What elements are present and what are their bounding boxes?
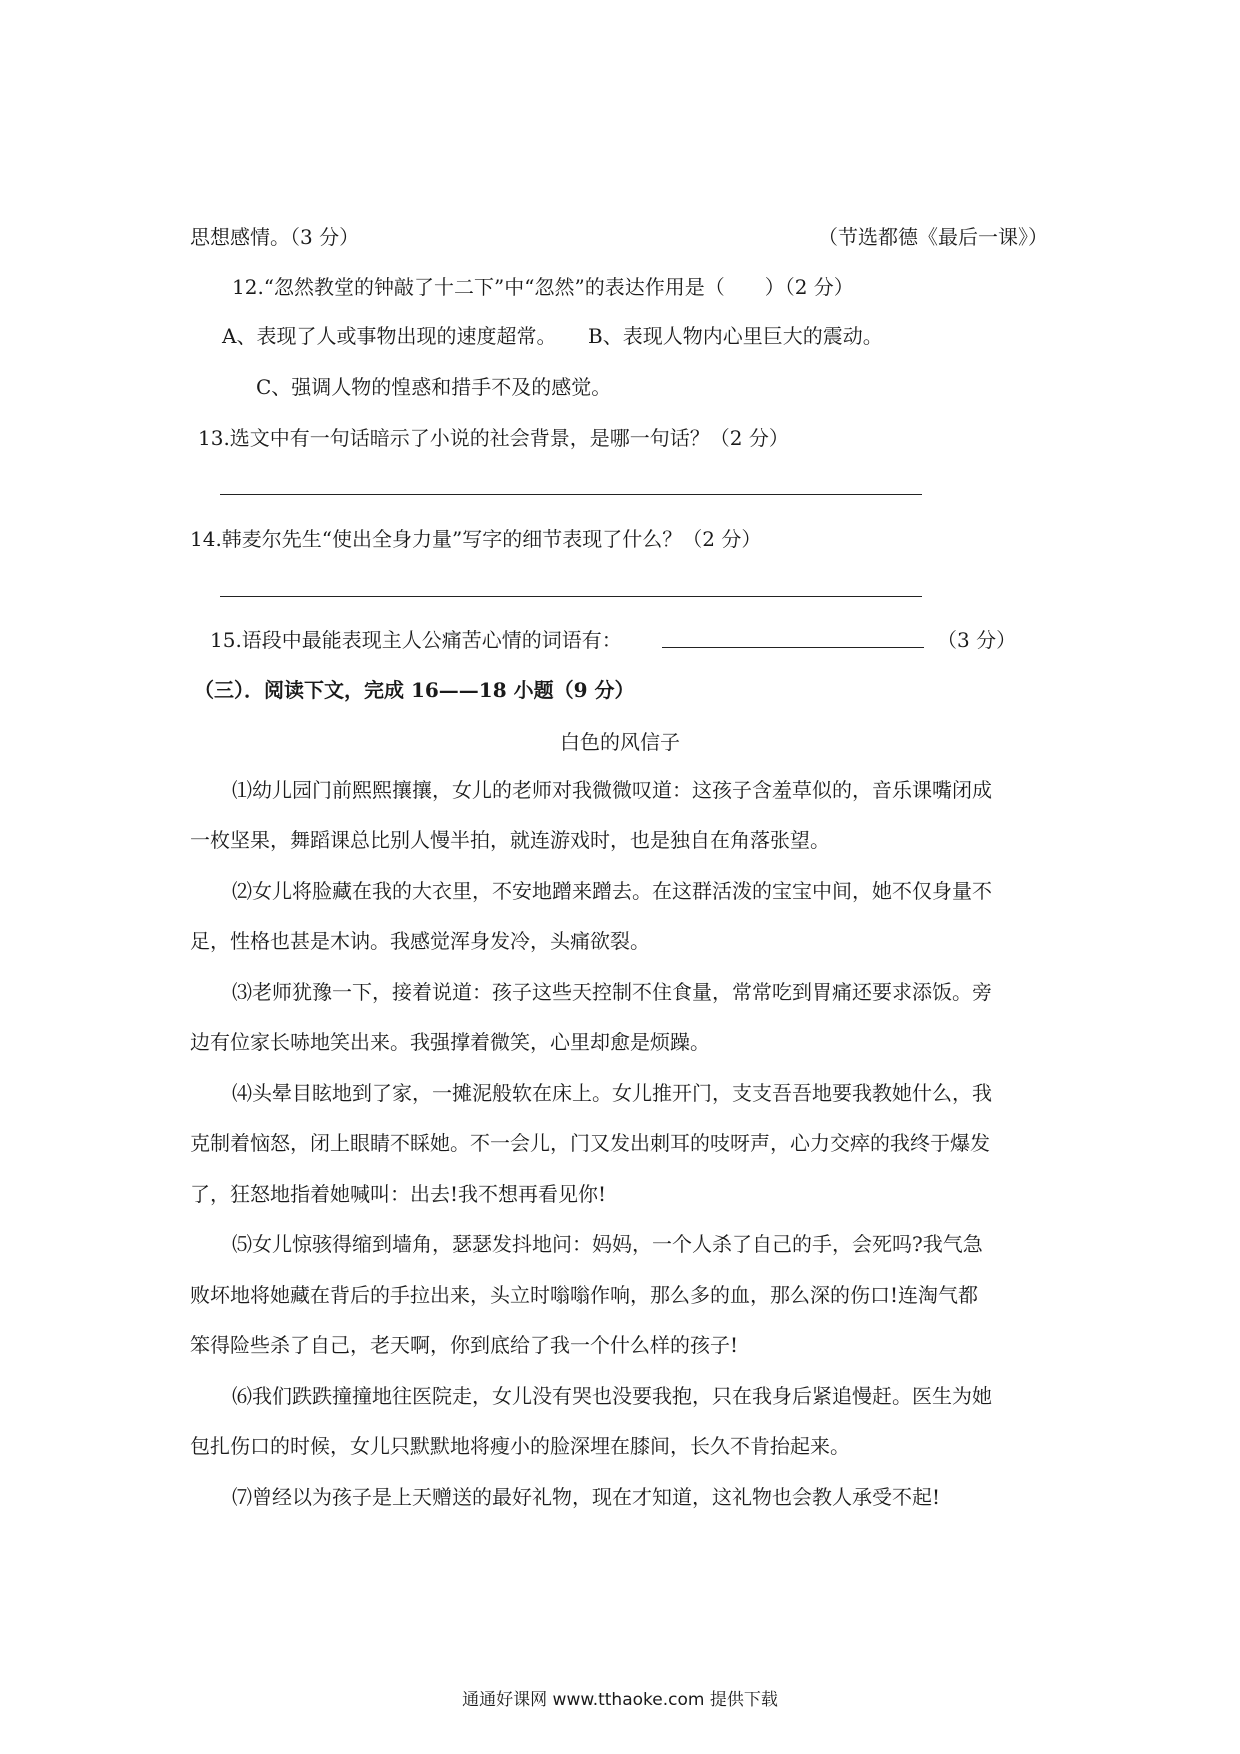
passage-line: ⑵女儿将脸藏在我的大衣里，不安地蹭来蹭去。在这群活泼的宝宝中间，她不仅身量不 (232, 879, 992, 903)
prev-question-tail: 思想感情。（3 分） (190, 225, 360, 249)
question-13-stem: 13.选文中有一句话暗示了小说的社会背景，是哪一句话？（2 分） (198, 426, 789, 450)
question-14-answer-line (220, 596, 922, 597)
source-citation: （节选都德《最后一课》） (818, 225, 1048, 249)
question-12-stem: 12.“忽然教堂的钟敲了十二下”中“忽然”的表达作用是（ ）（2 分） (232, 275, 854, 299)
passage-line: 包扎伤口的时候，女儿只默默地将瘦小的脸深埋在膝间，长久不肯抬起来。 (190, 1434, 850, 1458)
question-12-option-a: A、表现了人或事物出现的速度超常。 (222, 324, 557, 348)
question-15-answer-line (662, 647, 924, 648)
passage-title: 白色的风信子 (560, 730, 680, 754)
question-13-answer-line (220, 494, 922, 495)
page-footer: 通通好课网 www.tthaoke.com 提供下载 (462, 1690, 778, 1710)
passage-line: ⑺曾经以为孩子是上天赠送的最好礼物，现在才知道，这礼物也会教人承受不起! (232, 1485, 941, 1509)
passage-line: ⑸女儿惊骇得缩到墙角，瑟瑟发抖地问：妈妈，一个人杀了自己的手，会死吗?我气急 (232, 1232, 983, 1256)
passage-line: 败坏地将她藏在背后的手拉出来，头立时嗡嗡作响，那么多的血，那么深的伤口!连淘气都 (190, 1283, 979, 1307)
passage-line: ⑴幼儿园门前熙熙攘攘，女儿的老师对我微微叹道：这孩子含羞草似的，音乐课嘴闭成 (232, 778, 992, 802)
question-15-stem: 15.语段中最能表现主人公痛苦心情的词语有： (210, 628, 622, 652)
passage-line: ⑹我们跌跌撞撞地往医院走，女儿没有哭也没要我抱，只在我身后紧追慢赶。医生为她 (232, 1384, 992, 1408)
passage-line: 足，性格也甚是木讷。我感觉浑身发冷，头痛欲裂。 (190, 929, 650, 953)
question-12-option-b: B、表现人物内心里巨大的震动。 (588, 324, 883, 348)
passage-line: 边有位家长哧地笑出来。我强撑着微笑，心里却愈是烦躁。 (190, 1030, 710, 1054)
passage-line: 笨得险些杀了自己，老天啊，你到底给了我一个什么样的孩子! (190, 1333, 739, 1357)
passage-line: ⑷头晕目眩地到了家，一摊泥般软在床上。女儿推开门，支支吾吾地要我教她什么，我 (232, 1081, 992, 1105)
question-14-stem: 14.韩麦尔先生“使出全身力量”写字的细节表现了什么？（2 分） (190, 527, 762, 551)
question-12-option-c: C、强调人物的惶惑和措手不及的感觉。 (256, 375, 612, 399)
section-heading: （三）．阅读下文，完成 16——18 小题（9 分） (194, 678, 635, 702)
question-15-score: （3 分） (937, 628, 1017, 652)
passage-line: 一枚坚果，舞蹈课总比别人慢半拍，就连游戏时，也是独自在角落张望。 (190, 828, 830, 852)
passage-line: ⑶老师犹豫一下，接着说道：孩子这些天控制不住食量，常常吃到胃痛还要求添饭。旁 (232, 980, 992, 1004)
passage-line: 克制着恼怒，闭上眼睛不睬她。不一会儿，门又发出刺耳的吱呀声，心力交瘁的我终于爆发 (190, 1131, 990, 1155)
passage-line: 了，狂怒地指着她喊叫：出去!我不想再看见你! (190, 1182, 607, 1206)
